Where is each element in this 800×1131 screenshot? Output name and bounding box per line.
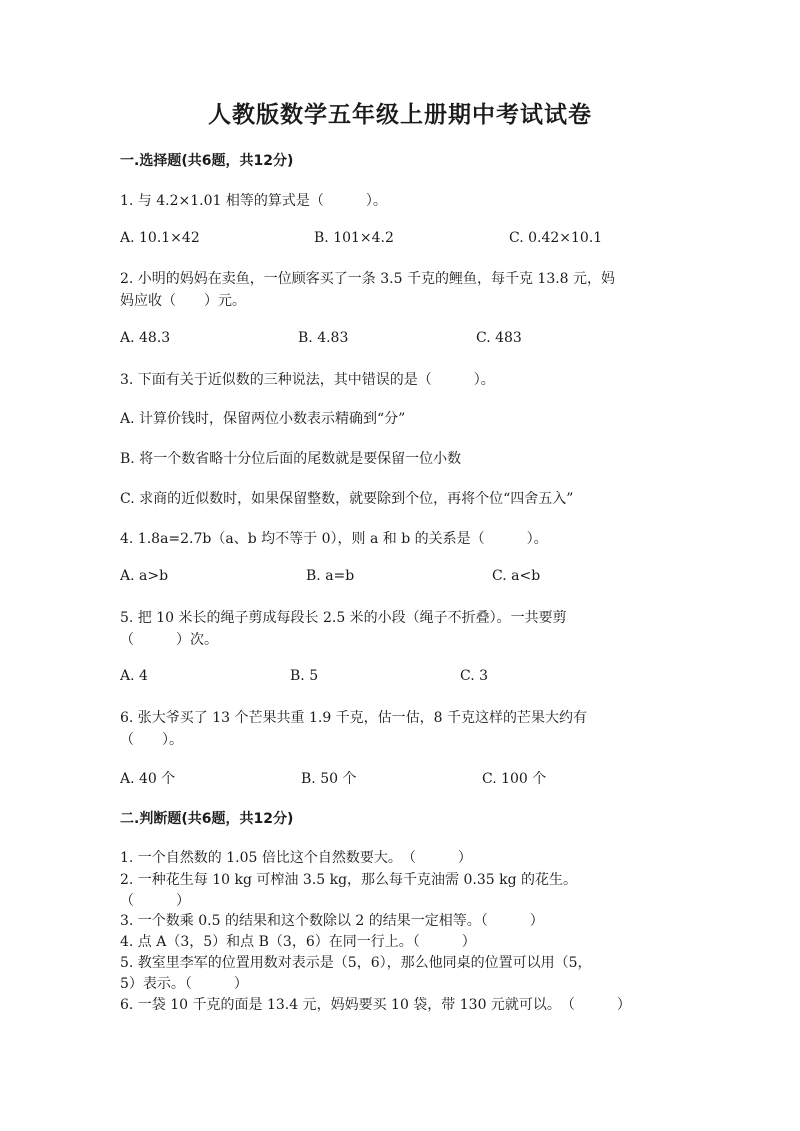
q5-option-c: C. 3	[460, 668, 489, 684]
judgment-item-4: 4. 点 A（3，5）和点 B（3，6）在同一行上。（ ）	[120, 934, 476, 950]
section-heading-choice: 一.选择题(共6题，共12分)	[120, 153, 294, 169]
question-1: 1. 与 4.2×1.01 相等的算式是（ ）。	[120, 193, 387, 209]
section-heading-judgment: 二.判断题(共6题，共12分)	[120, 811, 294, 827]
judgment-item-3: 3. 一个数乘 0.5 的结果和这个数除以 2 的结果一定相等。（ ）	[120, 913, 544, 929]
q3-option-c: C. 求商的近似数时，如果保留整数，就要除到个位，再将个位“四舍五入”	[120, 491, 574, 507]
q4-option-c: C. a<b	[492, 568, 541, 584]
question-6-line-2: （ ）。	[120, 732, 183, 748]
question-5-line-2: （ ）次。	[120, 632, 218, 648]
q5-option-a: A. 4	[120, 668, 148, 684]
question-2-line-2: 妈应收（ ）元。	[120, 293, 246, 309]
q1-option-c: C. 0.42×10.1	[509, 230, 603, 246]
q2-option-b: B. 4.83	[298, 330, 349, 346]
q6-option-c: C. 100 个	[482, 771, 547, 787]
q2-option-a: A. 48.3	[120, 330, 171, 346]
q5-option-b: B. 5	[290, 668, 319, 684]
q1-option-b: B. 101×4.2	[314, 230, 394, 246]
page-title: 人教版数学五年级上册期中考试试卷	[208, 102, 592, 128]
judgment-item-1: 1. 一个自然数的 1.05 倍比这个自然数要大。 （ ）	[120, 850, 472, 866]
q1-option-a: A. 10.1×42	[120, 230, 200, 246]
question-2-line-1: 2. 小明的妈妈在卖鱼，一位顾客买了一条 3.5 千克的鲤鱼，每千克 13.8 元，妈	[120, 271, 616, 287]
q2-option-c: C. 483	[476, 330, 522, 346]
question-4: 4. 1.8a=2.7b（a、b 均不等于 0），则 a 和 b 的关系是（ ）。	[120, 531, 548, 547]
question-6-line-1: 6. 张大爷买了 13 个芒果共重 1.9 千克，估一估，8 千克这样的芒果大约有	[120, 710, 588, 726]
q4-option-a: A. a>b	[120, 568, 169, 584]
q3-option-a: A. 计算价钱时，保留两位小数表示精确到“分”	[120, 411, 406, 427]
judgment-item-5-line-1: 5. 教室里李军的位置用数对表示是（5，6），那么他同桌的位置可以用（5，	[120, 955, 592, 971]
q4-option-b: B. a=b	[306, 568, 355, 584]
judgment-item-2-line-2: （ ）	[120, 893, 190, 909]
q6-option-a: A. 40 个	[120, 771, 176, 787]
question-5-line-1: 5. 把 10 米长的绳子剪成每段长 2.5 米的小段（绳子不折叠）。一共要剪	[120, 610, 567, 626]
question-3: 3. 下面有关于近似数的三种说法，其中错误的是（ ）。	[120, 372, 495, 388]
judgment-item-2-line-1: 2. 一种花生每 10 kg 可榨油 3.5 kg，那么每千克油需 0.35 kg 的花生。	[120, 872, 577, 888]
q3-option-b: B. 将一个数省略十分位后面的尾数就是要保留一位小数	[120, 451, 462, 467]
judgment-item-5-line-2: 5）表示。（ ）	[120, 976, 248, 992]
q6-option-b: B. 50 个	[301, 771, 357, 787]
judgment-item-6: 6. 一袋 10 千克的面是 13.4 元，妈妈要买 10 袋，带 130 元就可以。 （ ）	[120, 997, 631, 1013]
